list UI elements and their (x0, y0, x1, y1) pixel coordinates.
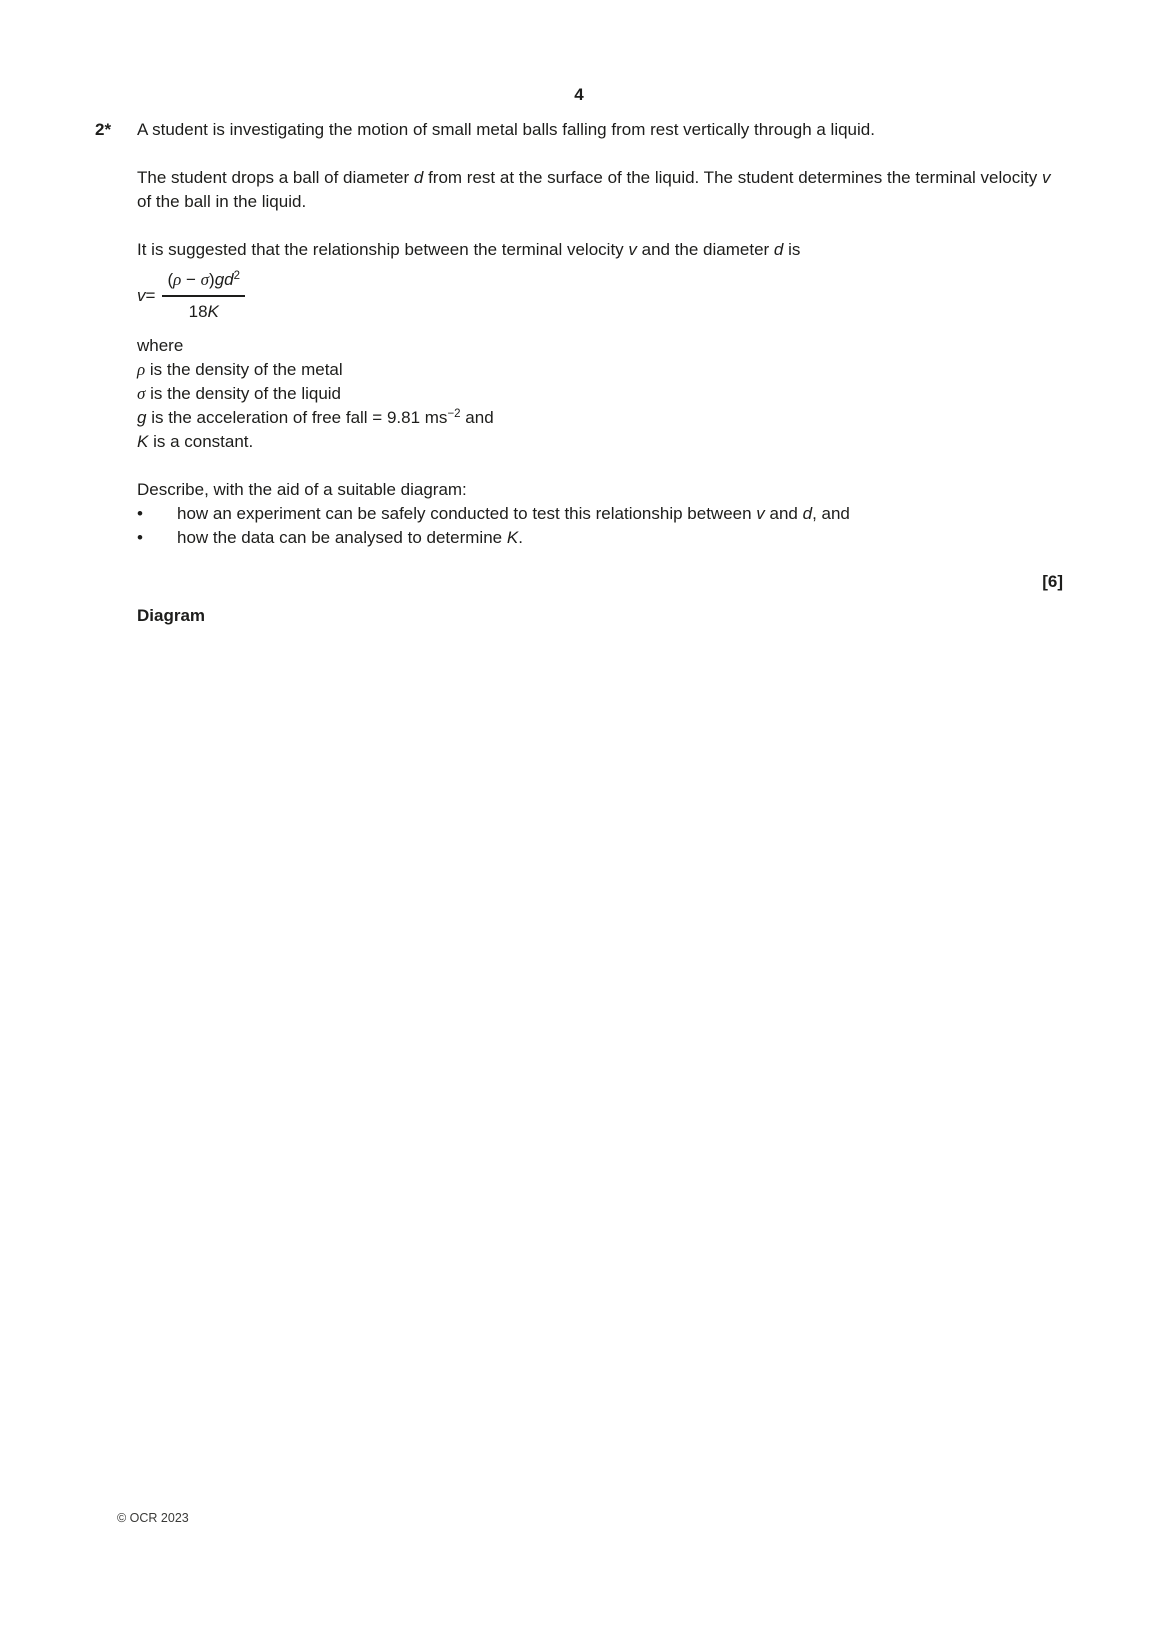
text-run: how the data can be analysed to determine (177, 528, 507, 547)
bullet-icon: • (137, 528, 143, 547)
coefficient-18: 18 (188, 302, 208, 321)
math-var-gd: gd (214, 270, 234, 289)
definition-g (137, 406, 1063, 430)
equation-equals: = (145, 286, 156, 305)
definition-sigma (137, 382, 1063, 406)
text-run: is (783, 240, 801, 259)
definition-rho (137, 358, 1063, 382)
text-run: It is suggested that the relationship between the terminal velocity (137, 240, 629, 259)
bullet-text (177, 526, 523, 550)
text-run: from rest at the surface of the liquid. The student determines the terminal velocity (423, 168, 1042, 187)
symbol-definitions (137, 334, 1063, 454)
suggestion-paragraph (137, 238, 1063, 262)
text-run: and the diameter (636, 240, 774, 259)
text-run: how an experiment can be safely conducted to test this relationship between (177, 504, 757, 523)
text-run: where (137, 336, 184, 355)
diagram-heading: Diagram (137, 606, 206, 625)
equation-lhs-v: v (137, 286, 146, 305)
text-run: . (518, 528, 523, 547)
minus-sign: − (181, 270, 201, 289)
where-intro (137, 334, 1063, 358)
text-run: of the ball in the liquid. (137, 192, 307, 211)
question-body (137, 118, 1063, 628)
text-run: The student drops a ball of diameter (137, 168, 414, 187)
math-var-sigma: σ (200, 270, 210, 289)
fraction-numerator (162, 268, 245, 297)
task-instructions (137, 478, 1063, 550)
definition-K (137, 430, 1063, 454)
text-run: and (460, 408, 494, 427)
paren-close: ) (209, 270, 215, 289)
fraction-denominator (189, 297, 219, 324)
text-run: is the acceleration of free fall = 9.81 ms (146, 408, 448, 427)
paren-open: ( (167, 270, 174, 289)
math-var-K: K (506, 528, 519, 547)
exponent-minus-2: −2 (447, 408, 461, 420)
copyright-footer: © OCR 2023 (117, 1511, 189, 1525)
terminal-velocity-equation (137, 268, 1063, 324)
math-var-d: d (773, 240, 784, 259)
question-block (0, 118, 1158, 628)
math-var-K: K (207, 302, 219, 321)
exponent-2: 2 (233, 270, 241, 282)
text-run: A student is investigating the motion of small metal balls falling from rest vertically through a liquid. (137, 120, 875, 139)
describe-intro (137, 478, 1063, 502)
math-var-v: v (1041, 168, 1051, 187)
question-number: 2* (95, 120, 112, 139)
math-var-v: v (756, 504, 765, 523)
math-var-rho: ρ (173, 270, 182, 289)
page-number: 4 (574, 85, 584, 104)
math-var-sigma: σ (137, 384, 146, 403)
text-run: is the density of the liquid (145, 384, 342, 403)
text-run: , and (812, 504, 850, 523)
marks-badge: [6] (1042, 572, 1063, 591)
math-var-d: d (802, 504, 813, 523)
bullet-text (177, 502, 850, 526)
bullet-item-analysis (137, 526, 1063, 550)
math-var-g: g (137, 408, 147, 427)
equation-fraction (162, 268, 245, 324)
bullet-item-experiment (137, 502, 1063, 526)
math-var-rho: ρ (137, 360, 146, 379)
math-var-K: K (137, 432, 149, 451)
text-run: and (764, 504, 803, 523)
bullet-icon: • (137, 504, 143, 523)
math-var-v: v (628, 240, 637, 259)
text-run: is the density of the metal (145, 360, 343, 379)
method-paragraph (137, 166, 1063, 214)
math-var-d: d (413, 168, 424, 187)
text-run: Describe, with the aid of a suitable diagram: (137, 480, 467, 499)
text-run: is a constant. (148, 432, 254, 451)
intro-paragraph (137, 118, 1063, 142)
